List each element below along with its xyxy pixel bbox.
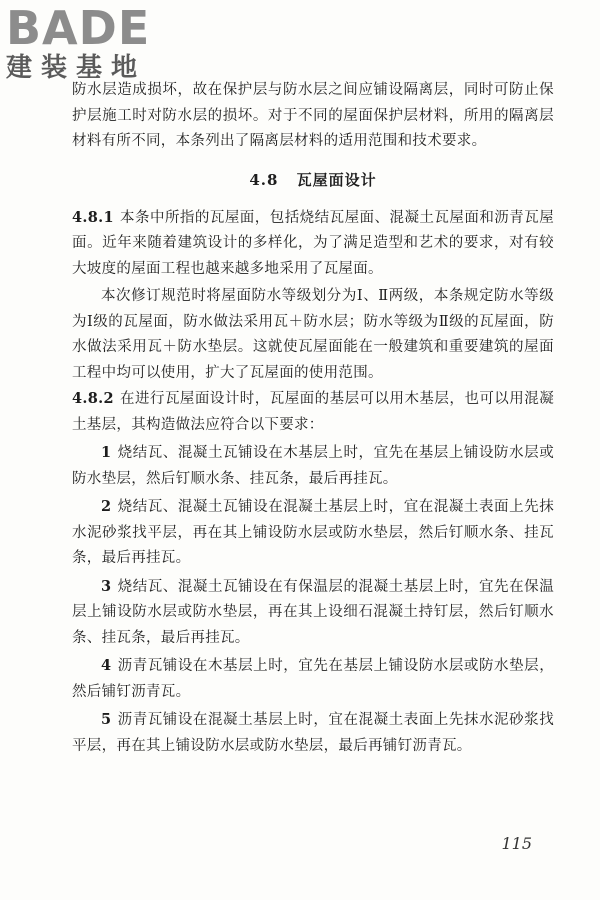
clause-4-8-2 [72,386,554,438]
list-item [72,440,554,492]
clause-number: 4.8.2 [72,390,114,407]
page-body [72,78,554,759]
list-item [72,574,554,652]
item-text: 沥青瓦铺设在混凝土基层上时，宜在混凝土表面上先抹水泥砂浆找平层，再在其上铺设防水层或防水垫层，最后再铺钉沥青瓦。 [72,712,554,754]
list-item [72,494,554,572]
item-number: 4 [101,657,112,674]
list-item [72,653,554,705]
item-text: 沥青瓦铺设在木基层上时，宜先在基层上铺设防水层或防水垫层，然后铺钉沥青瓦。 [72,658,554,700]
list-item [72,707,554,759]
section-title: 瓦屋面设计 [296,170,377,189]
item-number: 1 [101,444,112,461]
logo [6,1,181,83]
item-text: 烧结瓦、混凝土瓦铺设在混凝土基层上时，宜在混凝土表面上先抹水泥砂浆找平层，再在其上铺设防水层或防水垫层，然后钉顺水条、挂瓦条，最后再挂瓦。 [72,499,554,566]
item-number: 3 [101,577,112,595]
clause-text: 本条中所指的瓦屋面，包括烧结瓦屋面、混凝土瓦屋面和沥青瓦屋面。近年来随着建筑设计的多样化，为了满足造型和艺术的要求，对有较大坡度的屋面工程也越来越多地采用了瓦屋面。 [72,209,554,277]
section-number: 4.8 [249,170,279,189]
clause-number: 4.8.1 [72,208,114,226]
intro-paragraph: 防水层造成损坏，故在保护层与防水层之间应铺设隔离层，同时可防止保护层施工时对防水层的损坏。对于不同的屋面保护层材料，所用的隔离层材料有所不同，本条列出了隔离层材料的适用范围和技术要求。 [72,82,554,149]
clause-text: 在进行瓦屋面设计时，瓦屋面的基层可以用木基层，也可以用混凝土基层，其构造做法应符合以下要求： [72,391,554,433]
item-text: 烧结瓦、混凝土瓦铺设在木基层上时，宜先在基层上铺设防水层或防水垫层，然后钉顺水条、挂瓦条，最后再挂瓦。 [72,445,554,487]
item-number: 5 [101,711,112,728]
clause-4-8-1 [72,205,554,283]
logo-brand: BADE [6,1,151,55]
item-number: 2 [101,498,112,515]
clause-4-8-1-paragraph-2: 本次修订规范时将屋面防水等级划分为Ⅰ、Ⅱ两级，本条规定防水等级为Ⅰ级的瓦屋面，防水做法采用瓦＋防水层；防水等级为Ⅱ级的瓦屋面，防水做法采用瓦＋防水垫层。这就使瓦屋面能在一般建筑和重要建筑的屋面工程中均可以使用，扩大了瓦屋面的使用范围。 [72,288,554,381]
section-heading [72,167,554,193]
item-text: 烧结瓦、混凝土瓦铺设在有保温层的混凝土基层上时，宜先在保温层上铺设防水层或防水垫层，再在其上设细石混凝土持钉层，然后钉顺水条、挂瓦条，最后再挂瓦。 [72,578,554,646]
page-number: 115 [501,834,532,853]
logo-subtitle: 建装基地 [6,53,147,83]
